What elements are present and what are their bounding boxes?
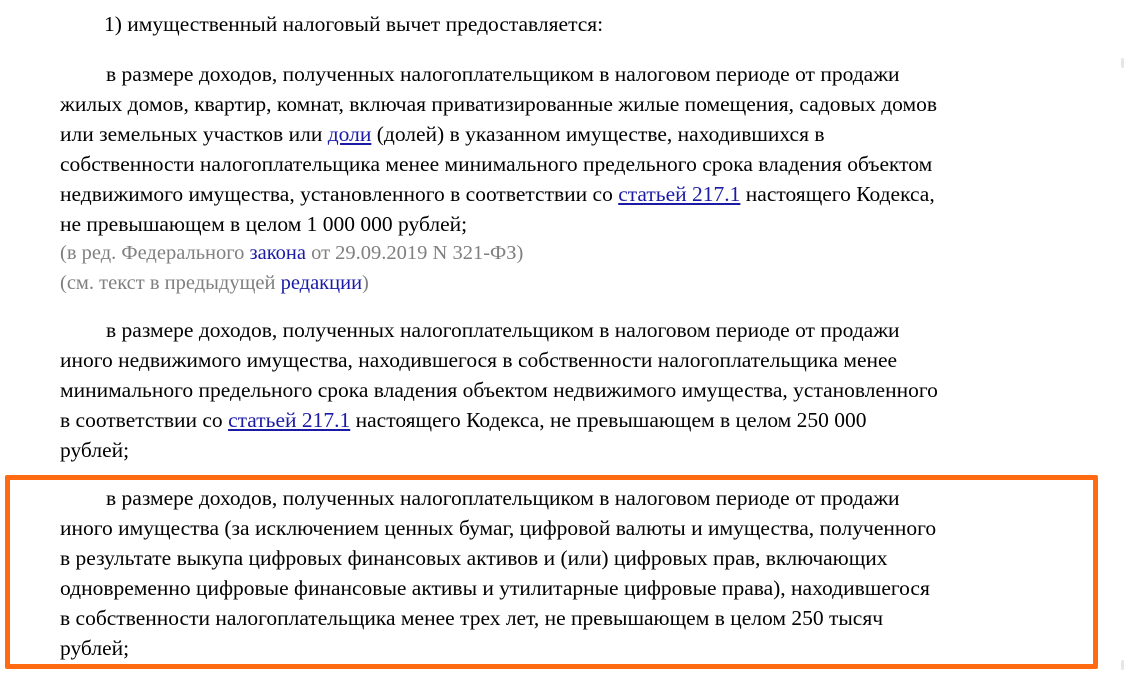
text-line [60,405,1100,435]
note-fragment: (в ред. Федерального [60,242,250,264]
text-fragment: (долей) в указанном имуществе, находившихся в [371,122,825,146]
previous-edition-link[interactable]: редакции [280,272,363,294]
article-217-1-link[interactable]: статьей 217.1 [228,408,351,432]
text-line: жилых домов, квартир, комнат, включая приватизированные жилые помещения, садовых домов [60,92,937,116]
text-line: минимального предельного срока владения объектом недвижимого имущества, установленного [60,378,938,402]
article-217-1-link[interactable]: статьей 217.1 [618,182,741,206]
previous-edition-note [60,268,369,298]
text-line: в собственности налогоплательщика менее трех лет, не превышающем в целом 250 тысяч [60,606,884,630]
note-fragment: (см. текст в предыдущей [60,272,281,294]
text-line: иного имущества (за исключением ценных бумаг, цифровой валюты и имущества, полученного [60,516,937,540]
text-fragment: или земельных участков или [60,122,328,146]
text-line [60,179,1100,209]
text-fragment: в соответствии со [60,408,229,432]
text-line: в размере доходов, полученных налогоплательщиком в налоговом периоде от продажи [106,486,900,510]
text-line: в размере доходов, полученных налогоплательщиком в налоговом периоде от продажи [106,62,900,86]
paragraph-real-estate [60,315,1100,465]
text-fragment: настоящего Кодекса, не превышающем в целом 250 000 [350,408,867,432]
text-fragment: настоящего Кодекса, [740,182,935,206]
text-line: одновременно цифровые финансовые активы и утилитарные цифровые права), находившегося [60,576,930,600]
note-fragment: от 29.09.2019 N 321-ФЗ) [305,242,524,264]
paragraph-housing [60,59,1100,239]
text-line: собственности налогоплательщика менее минимального предельного срока владения объектом [60,152,933,176]
scroll-marker [1121,660,1124,670]
text-line: не превышающем в целом 1 000 000 рублей; [60,212,468,236]
clause-heading: 1) имущественный налоговый вычет предоставляется: [104,12,604,36]
note-fragment: ) [362,272,369,294]
page-scrollbar[interactable] [1116,0,1130,678]
text-line [60,119,1100,149]
amendment-note [60,238,523,268]
scroll-marker [1121,58,1124,68]
text-line: рублей; [60,636,130,660]
text-fragment: недвижимого имущества, установленного в соответствии со [60,182,619,206]
federal-law-link[interactable]: закона [249,242,306,264]
text-line: рублей; [60,438,130,462]
text-line: иного недвижимого имущества, находившегося в собственности налогоплательщика менее [60,348,898,372]
text-line: в результате выкупа цифровых финансовых активов и (или) цифровых прав, включающих [60,546,888,570]
share-link[interactable]: доли [327,122,372,146]
text-line: в размере доходов, полученных налогоплательщиком в налоговом периоде от продажи [106,318,900,342]
highlight-frame [5,475,1098,669]
